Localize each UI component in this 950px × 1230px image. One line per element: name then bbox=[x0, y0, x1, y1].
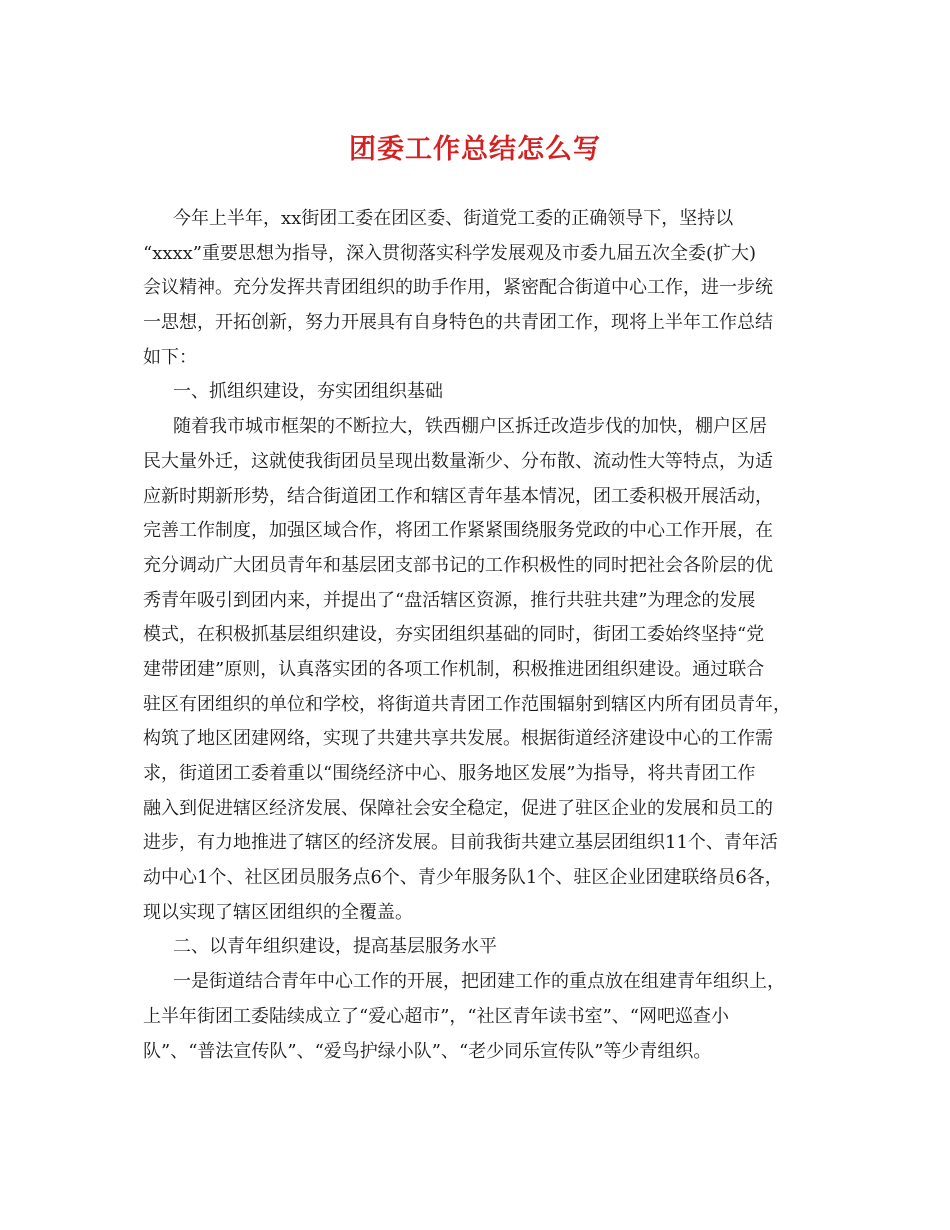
text-line: 一是街道结合青年中心工作的开展，把团建工作的重点放在组建青年组织上， bbox=[173, 971, 785, 993]
document-body bbox=[143, 202, 823, 1069]
text-line: 驻区有团组织的单位和学校，将街道共青团工作范围辐射到辖区内所有团员青年， bbox=[143, 693, 791, 715]
text-line: 民大量外迁，这就使我街团员呈现出数量渐少、分布散、流动性大等特点，为适 bbox=[143, 450, 773, 472]
document-title: 团委工作总结怎么写 bbox=[349, 134, 601, 165]
text-line: 秀青年吸引到团内来，并提出了“盘活辖区资源，推行共驻共建”为理念的发展 bbox=[143, 589, 756, 611]
text-line: 模式，在积极抓基层组织建设，夯实团组织基础的同时，街团工委始终坚持“党 bbox=[143, 624, 765, 646]
text-line: 一、抓组织建设，夯实团组织基础 bbox=[173, 381, 443, 403]
text-line: “xxxx”重要思想为指导，深入贯彻落实科学发展观及市委九届五次全委(扩大) bbox=[143, 242, 757, 264]
text-line: 队”、“普法宣传队”、“爱鸟护绿小队”、“老少同乐宣传队”等少青组织。 bbox=[143, 1040, 712, 1062]
text-line: 融入到促进辖区经济发展、保障社会安全稳定，促进了驻区企业的发展和员工的 bbox=[143, 797, 773, 819]
text-line: 进步，有力地推进了辖区的经济发展。目前我街共建立基层团组织11个、青年活 bbox=[143, 832, 778, 854]
text-line: 二、以青年组织建设，提高基层服务水平 bbox=[173, 936, 497, 958]
text-line: 今年上半年，xx街团工委在团区委、街道党工委的正确领导下，坚持以 bbox=[173, 208, 734, 229]
text-line: 会议精神。充分发挥共青团组织的助手作用，紧密配合街道中心工作，进一步统 bbox=[143, 277, 773, 299]
text-line: 充分调动广大团员青年和基层团支部书记的工作积极性的同时把社会各阶层的优 bbox=[143, 554, 773, 576]
text-line: 完善工作制度，加强区域合作，将团工作紧紧围绕服务党政的中心工作开展，在 bbox=[143, 520, 773, 542]
text-line: 求，街道团工委着重以“围绕经济中心、服务地区发展”为指导，将共青团工作 bbox=[143, 763, 756, 784]
text-line: 一思想，开拓创新，努力开展具有自身特色的共青团工作，现将上半年工作总结 bbox=[143, 312, 773, 334]
text-line: 随着我市城市框架的不断拉大，铁西棚户区拆迁改造步伐的加快，棚户区居 bbox=[173, 416, 767, 438]
text-line: 现以实现了辖区团组织的全覆盖。 bbox=[143, 901, 413, 923]
text-line: 如下： bbox=[143, 346, 197, 368]
text-line: 上半年街团工委陆续成立了“爱心超市”，“社区青年读书室”、“网吧巡查小 bbox=[143, 1005, 730, 1027]
text-line: 应新时期新形势，结合街道团工作和辖区青年基本情况，团工委积极开展活动， bbox=[143, 485, 773, 507]
text-line: 建带团建”原则，认真落实团的各项工作机制，积极推进团组织建设。通过联合 bbox=[143, 658, 765, 680]
text-line: 构筑了地区团建网络，实现了共建共享共发展。根据街道经济建设中心的工作需 bbox=[143, 728, 773, 750]
text-line: 动中心1个、社区团员服务点6个、青少年服务队1个、驻区企业团建联络员6各， bbox=[143, 867, 783, 889]
